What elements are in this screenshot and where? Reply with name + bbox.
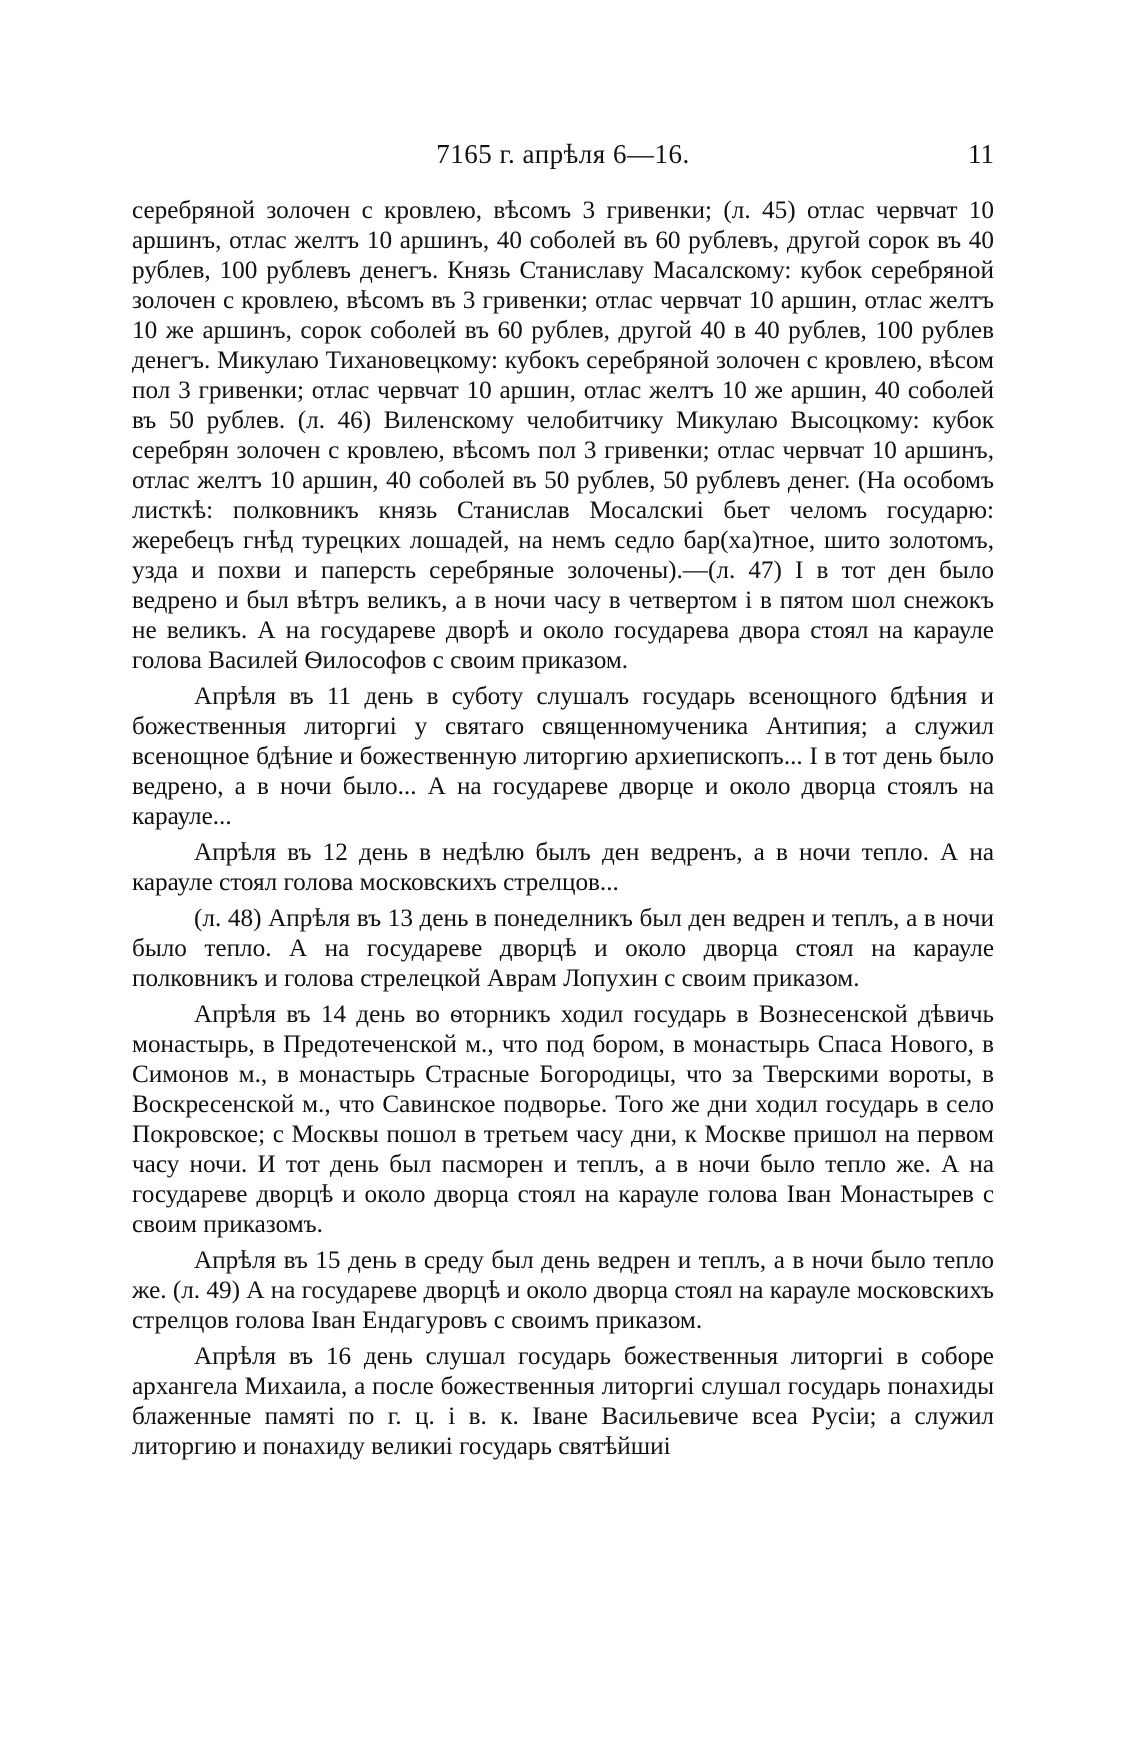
paragraph-april-12: Апрѣля въ 12 день в недѣлю былъ ден ведренъ, а в ночи тепло. А на карауле стоял голова московскихъ стрелцов... xyxy=(132,839,994,896)
body-text xyxy=(132,196,994,1468)
running-head: 7165 г. апрѣля 6—16. xyxy=(436,139,690,169)
paragraph-april-14: Апрѣля въ 14 день во ѳторникъ ходил государь в Вознесенской дѣвичь монастырь, в Предотеченской м., что под бором, в монастырь Спаса Нового, в Симонов м., в монастырь Страсные Богородицы, что за Тверскими вороты, в Воскресенской м., что Савинское подворье. Того же дни ходил государь в село Покровское; с Москвы пошол в третьем часу дни, к Москве пришол на первом часу ночи. И тот день был пасморен и теплъ, а в ночи было тепло же. А на государеве дворцѣ и около дворца стоял на карауле голова Іван Монастырев с своим приказомъ. xyxy=(132,1001,994,1238)
paragraph-april-15: Апрѣля въ 15 день в среду был день ведрен и теплъ, а в ночи было тепло же. (л. 49) А на государеве дворцѣ и около дворца стоял на карауле московскихъ стрелцов голова Іван Ендагуровъ с своимъ приказом. xyxy=(132,1247,995,1334)
page-header xyxy=(132,134,994,174)
page-number: 11 xyxy=(968,139,994,169)
paragraph-april-16: Апрѣля въ 16 день слушал государь божественныя литоргиі в соборе архангела Михаила, а после божественныя литоргиі слушал государь понахиды блаженные памяті по г. ц. і в. к. Іване Васильевиче всеа Русіи; а служил литоргию и понахиду великиі государь святѣйшиі xyxy=(132,1343,994,1460)
paragraph-april-11: Апрѣля въ 11 день в суботу слушалъ государь всенощного бдѣния и божественныя литоргиі у святаго священномученика Антипия; а служил всенощное бдѣние и божественную литоргию архиепископъ... I в тот день было ведрено, а в ночи было... А на государеве дворце и около дворца стоялъ на карауле... xyxy=(132,683,994,830)
paragraph-april-13: (л. 48) Апрѣля въ 13 день в понеделникъ был ден ведрен и теплъ, а в ночи было тепло. А на государеве дворцѣ и около дворца стоял на карауле полковникъ и голова стрелецкой Аврам Лопухин с своим приказом. xyxy=(132,905,994,992)
paragraph-continued: серебряной золочен с кровлею, вѣсомъ 3 гривенки; (л. 45) отлас червчат 10 аршинъ, отлас желтъ 10 аршинъ, 40 соболей въ 60 рублевъ, другой сорок въ 40 рублев, 100 рублевъ денегъ. Князь Станиславу Масалскому: кубок серебряной золочен с кровлею, вѣсомъ въ 3 гривенки; отлас червчат 10 аршин, отлас желтъ 10 же аршинъ, сорок соболей въ 60 рублев, другой 40 в 40 рублев, 100 рублев денегъ. Микулаю Тихановецкому: кубокъ серебряной золочен с кровлею, вѣсом пол 3 гривенки; отлас червчат 10 аршин, отлас желтъ 10 же аршин, 40 соболей въ 50 рублев. (л. 46) Виленскому челобитчику Микулаю Высоцкому: кубок серебрян золочен с кровлею, вѣсомъ пол 3 гривенки; отлас червчат 10 аршинъ, отлас желтъ 10 аршин, 40 соболей въ 50 рублев, 50 рублевъ денег. (На особомъ листкѣ: полковникъ князь Станислав Мосалскиі бьет челомъ государю: жеребецъ гнѣд турецких лошадей, на немъ седло бар(ха)тное, шито золотомъ, узда и похви и паперсть серебряные золочены).—(л. 47) I в тот ден было ведрено и был вѣтръ великъ, а в ночи часу в четвертом і в пятом шол снежокъ не великъ. А на государеве дворѣ и около государева двора стоял на карауле голова Василей Ѳилософов с своим приказом. xyxy=(132,197,994,674)
